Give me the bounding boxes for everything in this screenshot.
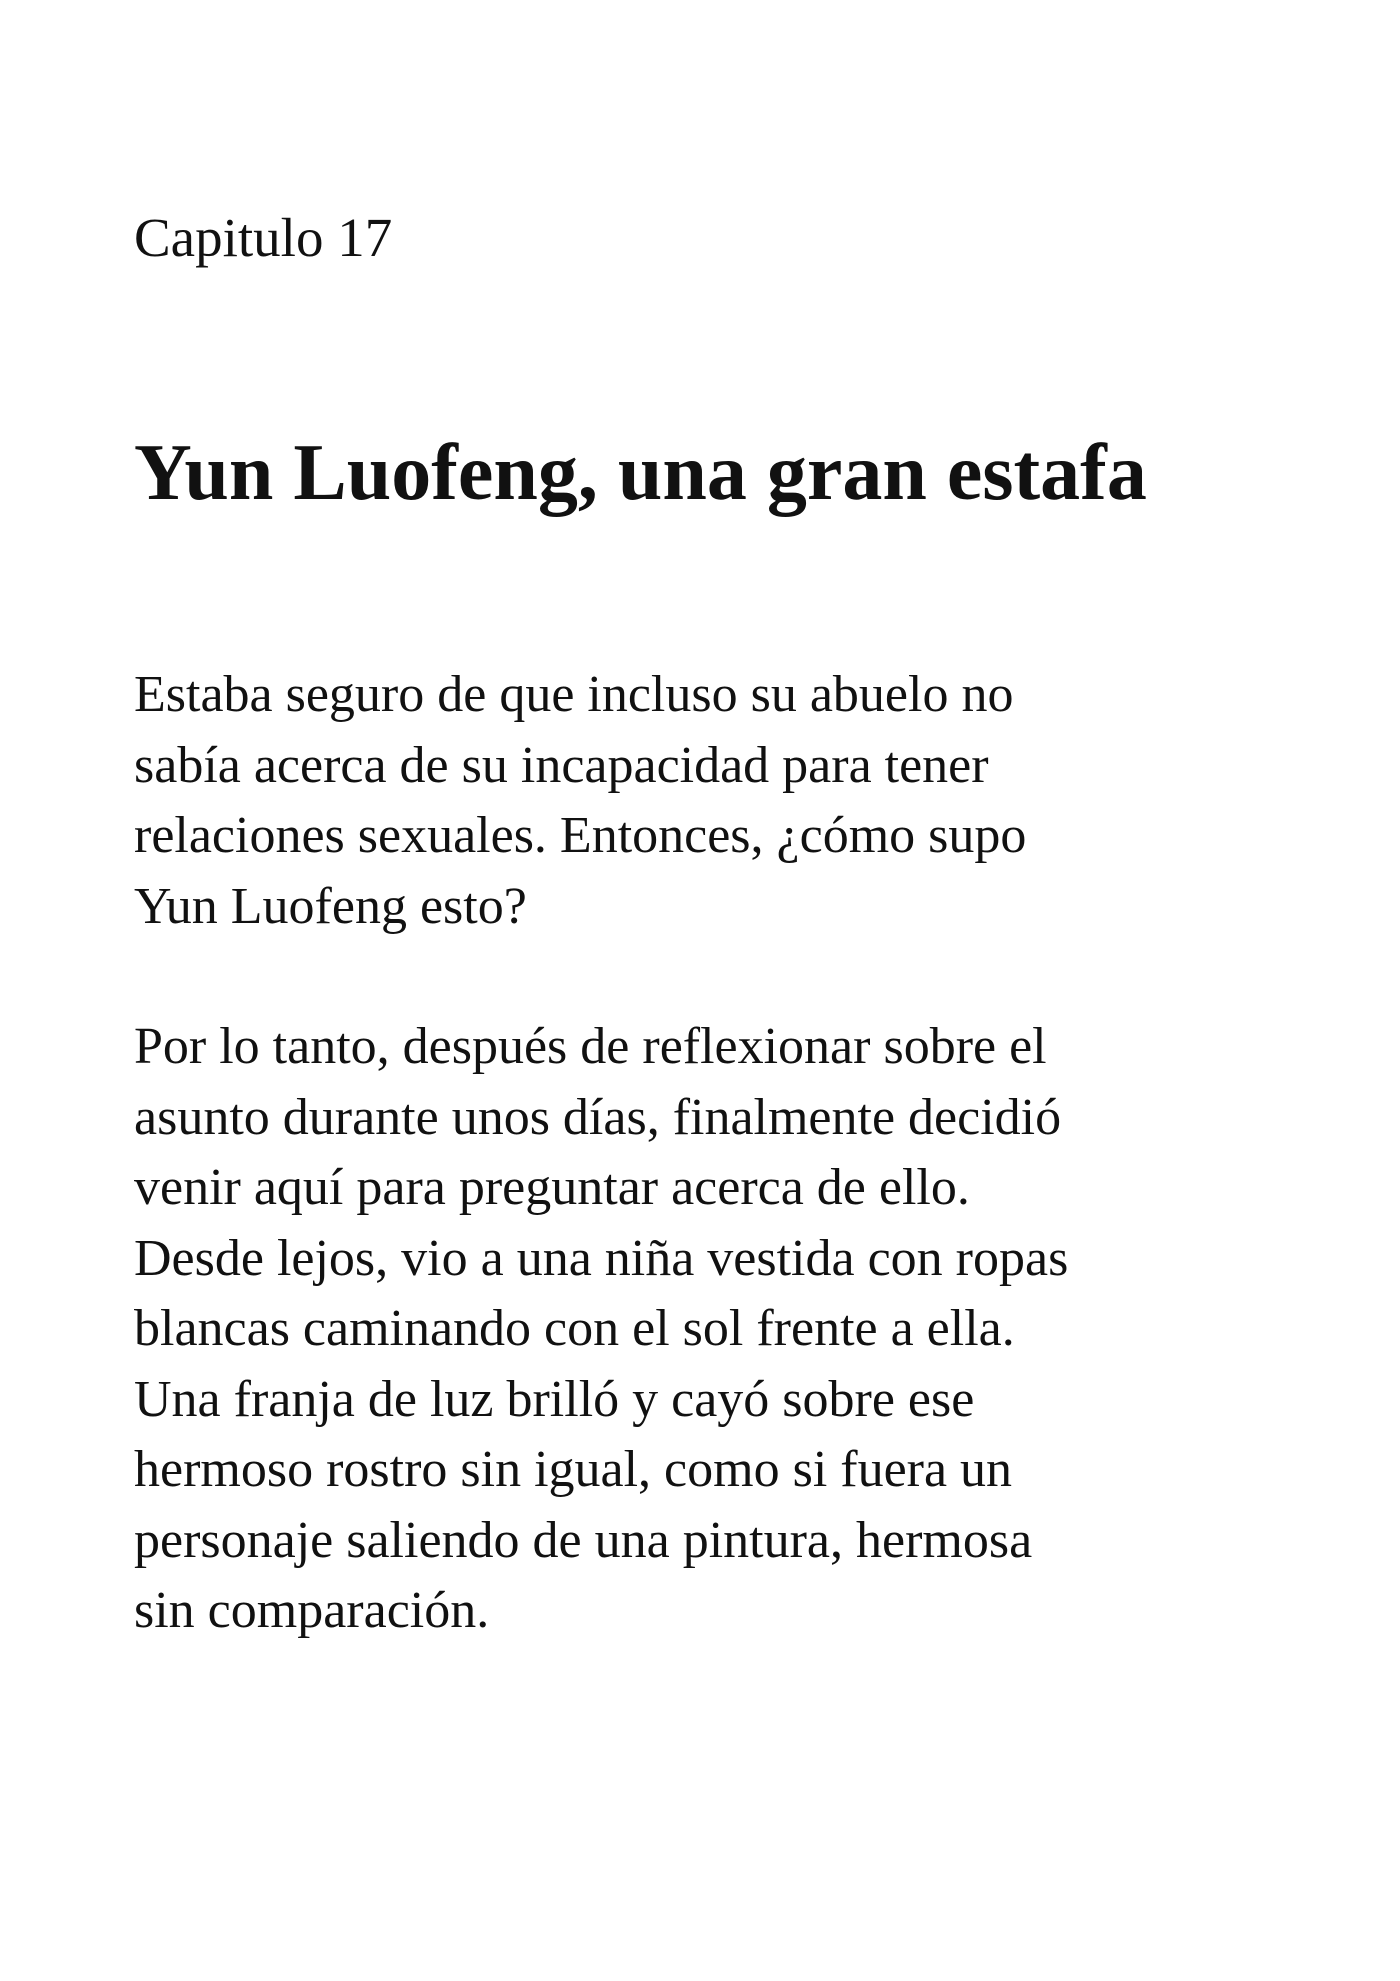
paragraph-line: sin comparación. xyxy=(134,1582,490,1639)
paragraph-2 xyxy=(134,1012,1294,1647)
paragraph-line: personaje saliendo de una pintura, hermosa xyxy=(134,1511,1033,1569)
paragraph-line: Yun Luofeng esto? xyxy=(134,877,527,935)
chapter-title: Yun Luofeng, una gran estafa xyxy=(134,429,1147,517)
paragraph-line: blancas caminando con el sol frente a ella. xyxy=(134,1300,1015,1357)
paragraph-line: venir aquí para preguntar acerca de ello. xyxy=(134,1159,970,1216)
chapter-label: Capitulo 17 xyxy=(134,207,393,268)
paragraph-line: hermoso rostro sin igual, como si fuera un xyxy=(134,1441,1013,1498)
paragraph-1 xyxy=(134,660,1294,942)
chapter-body xyxy=(134,660,1294,1717)
paragraph-line: relaciones sexuales. Entonces, ¿cómo supo xyxy=(134,807,1027,864)
paragraph-line: asunto durante unos días, finalmente decidió xyxy=(134,1088,1062,1146)
paragraph-line: Por lo tanto, después de reflexionar sobre el xyxy=(134,1018,1047,1075)
paragraph-line: Desde lejos, vio a una niña vestida con ropas xyxy=(134,1229,1069,1287)
paragraph-line: Una franja de luz brilló y cayó sobre ese xyxy=(134,1370,975,1428)
paragraph-line: Estaba seguro de que incluso su abuelo no xyxy=(134,666,1014,723)
paragraph-line: sabía acerca de su incapacidad para tener xyxy=(134,736,989,794)
